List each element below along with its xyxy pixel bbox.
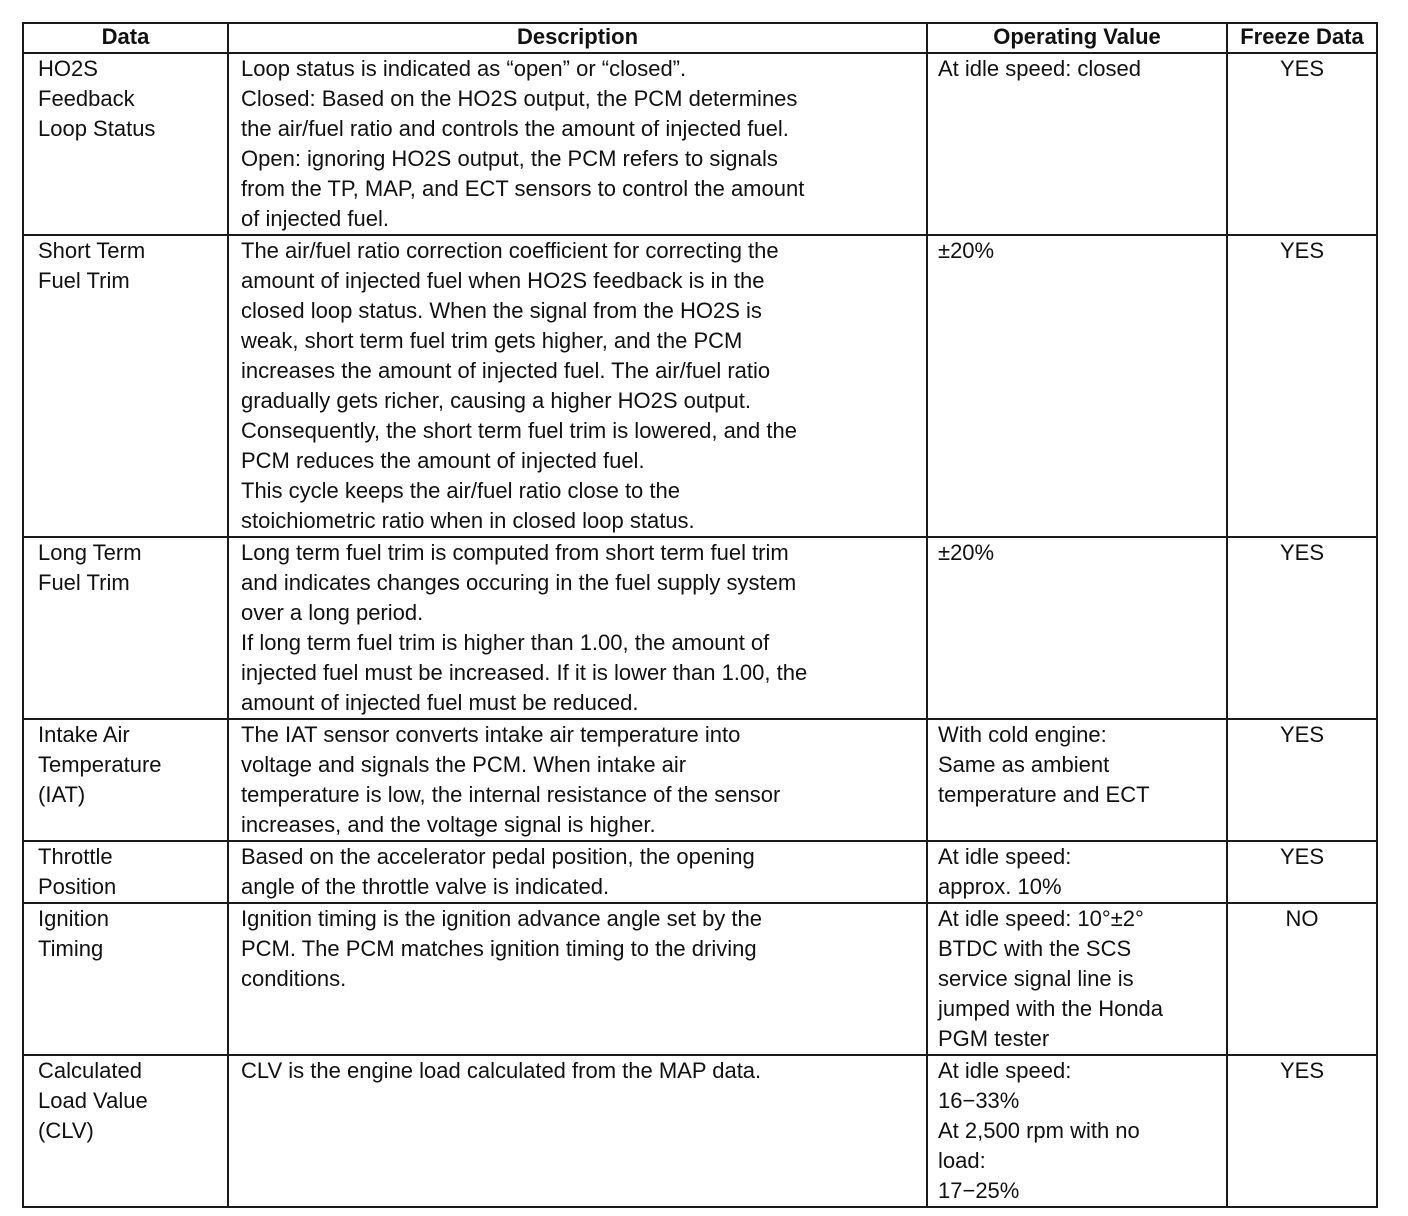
description-line: closed loop status. When the signal from the HO2S is xyxy=(241,298,762,323)
data-line: (CLV) xyxy=(38,1118,94,1143)
description-line: weak, short term fuel trim gets higher, and the PCM xyxy=(241,328,743,353)
operating-value-line: 17−25% xyxy=(938,1178,1020,1203)
data-line: Long Term xyxy=(38,540,142,565)
table-row xyxy=(23,1055,1377,1207)
description-line: Open: ignoring HO2S output, the PCM refers to signals xyxy=(241,146,778,171)
operating-value-line: 16−33% xyxy=(938,1088,1020,1113)
description-line: stoichiometric ratio when in closed loop status. xyxy=(241,508,695,533)
freeze-data-cell: YES xyxy=(1227,53,1377,235)
header-description: Description xyxy=(228,23,927,53)
operating-value-line: approx. 10% xyxy=(938,874,1062,899)
description-line: gradually gets richer, causing a higher HO2S output. xyxy=(241,388,751,413)
description-cell xyxy=(228,1055,927,1207)
description-line: Loop status is indicated as “open” or “closed”. xyxy=(241,56,687,81)
operating-value-line: ±20% xyxy=(938,540,995,565)
pcm-data-table xyxy=(22,22,1378,1208)
description-line: Based on the accelerator pedal position, the opening xyxy=(241,844,755,869)
operating-value-line: ±20% xyxy=(938,238,995,263)
operating-value-cell xyxy=(927,903,1227,1055)
data-line: Short Term xyxy=(38,238,146,263)
freeze-data-cell: YES xyxy=(1227,1055,1377,1207)
description-line: angle of the throttle valve is indicated. xyxy=(241,874,610,899)
data-cell xyxy=(23,841,228,903)
data-line: Fuel Trim xyxy=(38,570,130,595)
description-line: from the TP, MAP, and ECT sensors to control the amount xyxy=(241,176,805,201)
data-line: Load Value xyxy=(38,1088,148,1113)
description-line: If long term fuel trim is higher than 1.00, the amount of xyxy=(241,630,770,655)
operating-value-line: At 2,500 rpm with no xyxy=(938,1118,1140,1143)
data-cell xyxy=(23,719,228,841)
operating-value-cell xyxy=(927,235,1227,537)
description-cell xyxy=(228,537,927,719)
data-line: Feedback xyxy=(38,86,135,111)
data-line: HO2S xyxy=(38,56,98,81)
header-data: Data xyxy=(23,23,228,53)
data-line: Intake Air xyxy=(38,722,130,747)
description-line: The air/fuel ratio correction coefficient for correcting the xyxy=(241,238,779,263)
operating-value-line: PGM tester xyxy=(938,1026,1050,1051)
operating-value-cell xyxy=(927,53,1227,235)
operating-value-line: At idle speed: xyxy=(938,844,1072,869)
header-row xyxy=(23,23,1377,53)
description-line: PCM reduces the amount of injected fuel. xyxy=(241,448,645,473)
description-line: amount of injected fuel when HO2S feedback is in the xyxy=(241,268,765,293)
operating-value-line: jumped with the Honda xyxy=(938,996,1164,1021)
description-line: over a long period. xyxy=(241,600,424,625)
data-table-container xyxy=(22,22,1376,1208)
description-line: Long term fuel trim is computed from short term fuel trim xyxy=(241,540,789,565)
table-row xyxy=(23,537,1377,719)
description-cell xyxy=(228,903,927,1055)
data-line: Temperature xyxy=(38,752,162,777)
data-cell xyxy=(23,903,228,1055)
operating-value-line: At idle speed: xyxy=(938,1058,1072,1083)
header-freeze-data: Freeze Data xyxy=(1227,23,1377,53)
freeze-data-cell: NO xyxy=(1227,903,1377,1055)
description-line: The IAT sensor converts intake air temperature into xyxy=(241,722,741,747)
freeze-data-cell: YES xyxy=(1227,235,1377,537)
operating-value-line: At idle speed: closed xyxy=(938,56,1142,81)
data-cell xyxy=(23,1055,228,1207)
data-line: Throttle xyxy=(38,844,113,869)
description-line: of injected fuel. xyxy=(241,206,389,231)
description-line: conditions. xyxy=(241,966,347,991)
freeze-data-cell: YES xyxy=(1227,719,1377,841)
description-cell xyxy=(228,53,927,235)
operating-value-line: load: xyxy=(938,1148,986,1173)
description-line: PCM. The PCM matches ignition timing to the driving xyxy=(241,936,757,961)
table-row xyxy=(23,235,1377,537)
description-line: voltage and signals the PCM. When intake air xyxy=(241,752,687,777)
header-operating-value: Operating Value xyxy=(927,23,1227,53)
table-row xyxy=(23,841,1377,903)
description-line: the air/fuel ratio and controls the amount of injected fuel. xyxy=(241,116,789,141)
description-cell xyxy=(228,719,927,841)
description-line: Closed: Based on the HO2S output, the PCM determines xyxy=(241,86,798,111)
operating-value-line: At idle speed: 10°±2° xyxy=(938,906,1144,931)
description-line: Consequently, the short term fuel trim is lowered, and the xyxy=(241,418,797,443)
operating-value-cell xyxy=(927,841,1227,903)
description-cell xyxy=(228,841,927,903)
data-line: Fuel Trim xyxy=(38,268,130,293)
operating-value-line: service signal line is xyxy=(938,966,1134,991)
description-line: Ignition timing is the ignition advance angle set by the xyxy=(241,906,762,931)
data-cell xyxy=(23,537,228,719)
data-line: (IAT) xyxy=(38,782,86,807)
table-row xyxy=(23,903,1377,1055)
freeze-data-cell: YES xyxy=(1227,841,1377,903)
description-line: increases the amount of injected fuel. The air/fuel ratio xyxy=(241,358,771,383)
data-line: Timing xyxy=(38,936,104,961)
data-line: Position xyxy=(38,874,117,899)
freeze-data-cell: YES xyxy=(1227,537,1377,719)
description-line: amount of injected fuel must be reduced. xyxy=(241,690,639,715)
table-row xyxy=(23,53,1377,235)
description-line: temperature is low, the internal resistance of the sensor xyxy=(241,782,781,807)
description-line: injected fuel must be increased. If it is lower than 1.00, the xyxy=(241,660,808,685)
operating-value-cell xyxy=(927,537,1227,719)
data-cell xyxy=(23,53,228,235)
table-row xyxy=(23,719,1377,841)
description-line: increases, and the voltage signal is higher. xyxy=(241,812,656,837)
operating-value-cell xyxy=(927,1055,1227,1207)
operating-value-line: With cold engine: xyxy=(938,722,1107,747)
operating-value-line: Same as ambient xyxy=(938,752,1110,777)
description-line: CLV is the engine load calculated from the MAP data. xyxy=(241,1058,762,1083)
data-cell xyxy=(23,235,228,537)
description-cell xyxy=(228,235,927,537)
data-line: Calculated xyxy=(38,1058,142,1083)
data-line: Ignition xyxy=(38,906,109,931)
data-line: Loop Status xyxy=(38,116,156,141)
description-line: and indicates changes occuring in the fuel supply system xyxy=(241,570,797,595)
description-line: This cycle keeps the air/fuel ratio close to the xyxy=(241,478,680,503)
operating-value-line: BTDC with the SCS xyxy=(938,936,1132,961)
operating-value-cell xyxy=(927,719,1227,841)
operating-value-line: temperature and ECT xyxy=(938,782,1150,807)
